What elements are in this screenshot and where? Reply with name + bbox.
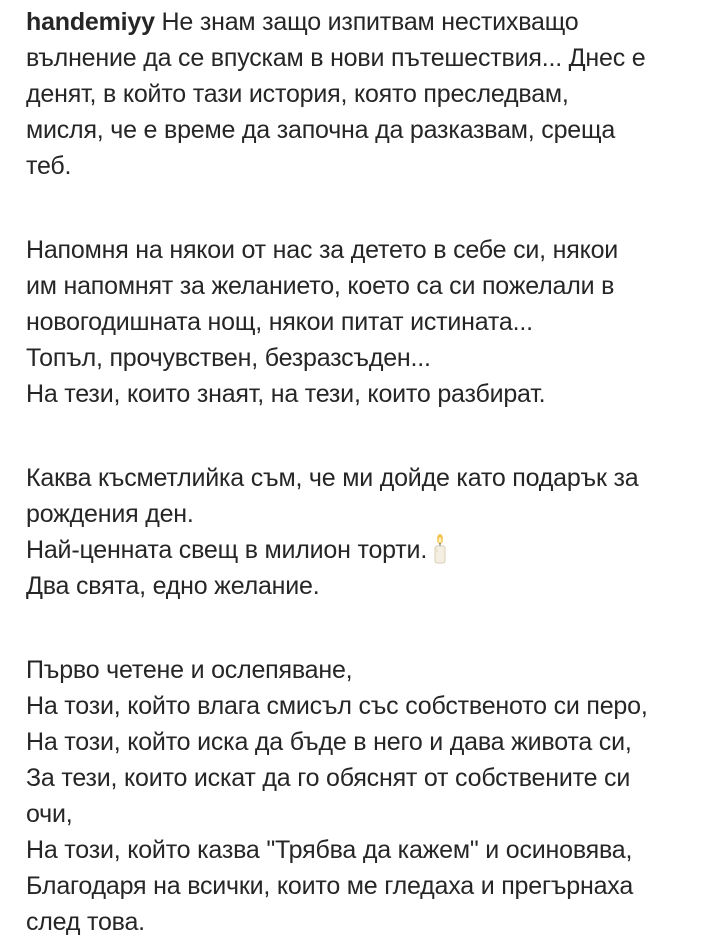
caption-line: Два свята, едно желание.: [26, 572, 320, 600]
caption-line: рождения ден.: [26, 500, 194, 528]
caption-line: На този, който иска да бъде в него и дава живота си,: [26, 728, 632, 756]
caption-text: Не знам защо изпитвам нестихващо: [154, 8, 579, 36]
paragraph-gap: [26, 412, 706, 460]
caption-text: Най-ценната свещ в милион торти.: [26, 536, 428, 564]
caption-line: Благодаря на всички, които ме гледаха и прегърнаха: [26, 872, 634, 900]
caption-line: им напомнят за желанието, което са си пожелали в: [26, 272, 615, 300]
caption-line: Топъл, прочувствен, безразсъден...: [26, 344, 431, 372]
caption-line: На този, който влага смисъл със собственото си перо,: [26, 692, 648, 720]
caption-line: новогодишната нощ, някои питат истината...: [26, 308, 533, 336]
caption-line: Каква късметлийка съм, че ми дойде като подарък за: [26, 464, 639, 492]
caption-line: очи,: [26, 800, 73, 828]
caption-line: Напомня на някои от нас за детето в себе си, някои: [26, 236, 619, 264]
caption-line: след това.: [26, 908, 145, 936]
candle-icon: [433, 534, 447, 564]
caption-line: На тези, които знаят, на тези, които разбират.: [26, 380, 546, 408]
paragraph-gap: [26, 604, 706, 652]
paragraph-gap: [26, 184, 706, 232]
username-link[interactable]: handemiyy: [26, 8, 155, 36]
caption-line: теб.: [26, 152, 72, 180]
caption-line: мисля, че е време да започна да разказвам, среща: [26, 116, 616, 144]
caption-line: [26, 4, 706, 40]
caption-line: На този, който казва "Трябва да кажем" и осиновява,: [26, 836, 633, 864]
post-caption: [26, 4, 706, 940]
caption-line: [26, 532, 706, 568]
caption-line: денят, в който тази история, която преследвам,: [26, 80, 569, 108]
caption-line: За тези, които искат да го обяснят от собствените си: [26, 764, 631, 792]
caption-line: Първо четене и ослепяване,: [26, 656, 353, 684]
caption-line: вълнение да се впускам в нови пътешествия... Днес е: [26, 44, 646, 72]
